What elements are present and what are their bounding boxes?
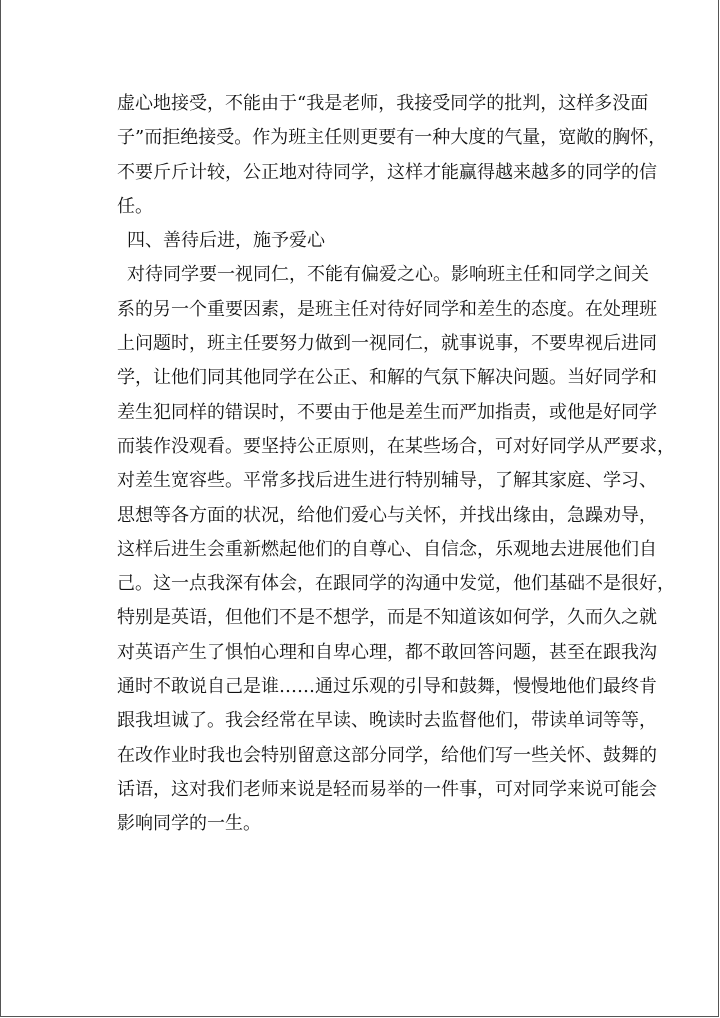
text-line: 特别是英语，但他们不是不想学，而是不知道该如何学，久而久之就 (117, 607, 657, 629)
text-line: 系的另一个重要因素，是班主任对待好同学和差生的态度。在处理班 (117, 298, 657, 320)
text-line: 上问题时，班主任要努力做到一视同仁，就事说事，不要卑视后进同 (117, 333, 657, 355)
text-line: 对待同学要一视同仁，不能有偏爱之心。影响班主任和同学之间关 (127, 264, 649, 286)
text-line: 通时不敢说自己是谁……通过乐观的引导和鼓舞，慢慢地他们最终肯 (117, 676, 657, 698)
text-line: 话语，这对我们老师来说是轻而易举的一件事，可对同学来说可能会 (117, 778, 657, 800)
text-line: 子”而拒绝接受。作为班主任则更要有一种大度的气量，宽敞的胸怀， (117, 127, 667, 149)
text-line: 这样后进生会重新燃起他们的自尊心、自信念，乐观地去进展他们自 (117, 538, 657, 560)
text-line: 差生犯同样的错误时，不要由于他是差生而严加指责，或他是好同学 (117, 401, 657, 423)
text-line: 思想等各方面的状况，给他们爱心与关怀，并找出缘由，急躁劝导， (117, 504, 657, 526)
text-line: 己。这一点我深有体会，在跟同学的沟通中发觉，他们基础不是很好， (117, 573, 675, 595)
text-line: 在改作业时我也会特别留意这部分同学，给他们写一些关怀、鼓舞的 (117, 744, 657, 766)
text-line: 对差生宽容些。平常多找后进生进行特别辅导，了解其家庭、学习、 (117, 470, 657, 492)
section-heading: 四、善待后进，施予爱心 (127, 230, 325, 252)
text-line: 而装作没观看。要坚持公正原则，在某些场合，可对好同学从严要求， (117, 435, 675, 457)
text-line: 不要斤斤计较，公正地对待同学，这样才能赢得越来越多的同学的信 (117, 161, 657, 183)
text-line: 学，让他们同其他同学在公正、和解的气氛下解决问题。当好同学和 (117, 367, 657, 389)
document-body (117, 87, 675, 842)
text-line: 任。 (117, 195, 153, 217)
text-line: 影响同学的一生。 (117, 813, 261, 835)
text-line: 对英语产生了惧怕心理和自卑心理，都不敢回答问题，甚至在跟我沟 (117, 641, 657, 663)
text-line: 虚心地接受，不能由于“我是老师，我接受同学的批判，这样多没面 (117, 93, 649, 114)
text-line: 跟我坦诚了。我会经常在早读、晚读时去监督他们，带读单词等等， (117, 710, 657, 732)
